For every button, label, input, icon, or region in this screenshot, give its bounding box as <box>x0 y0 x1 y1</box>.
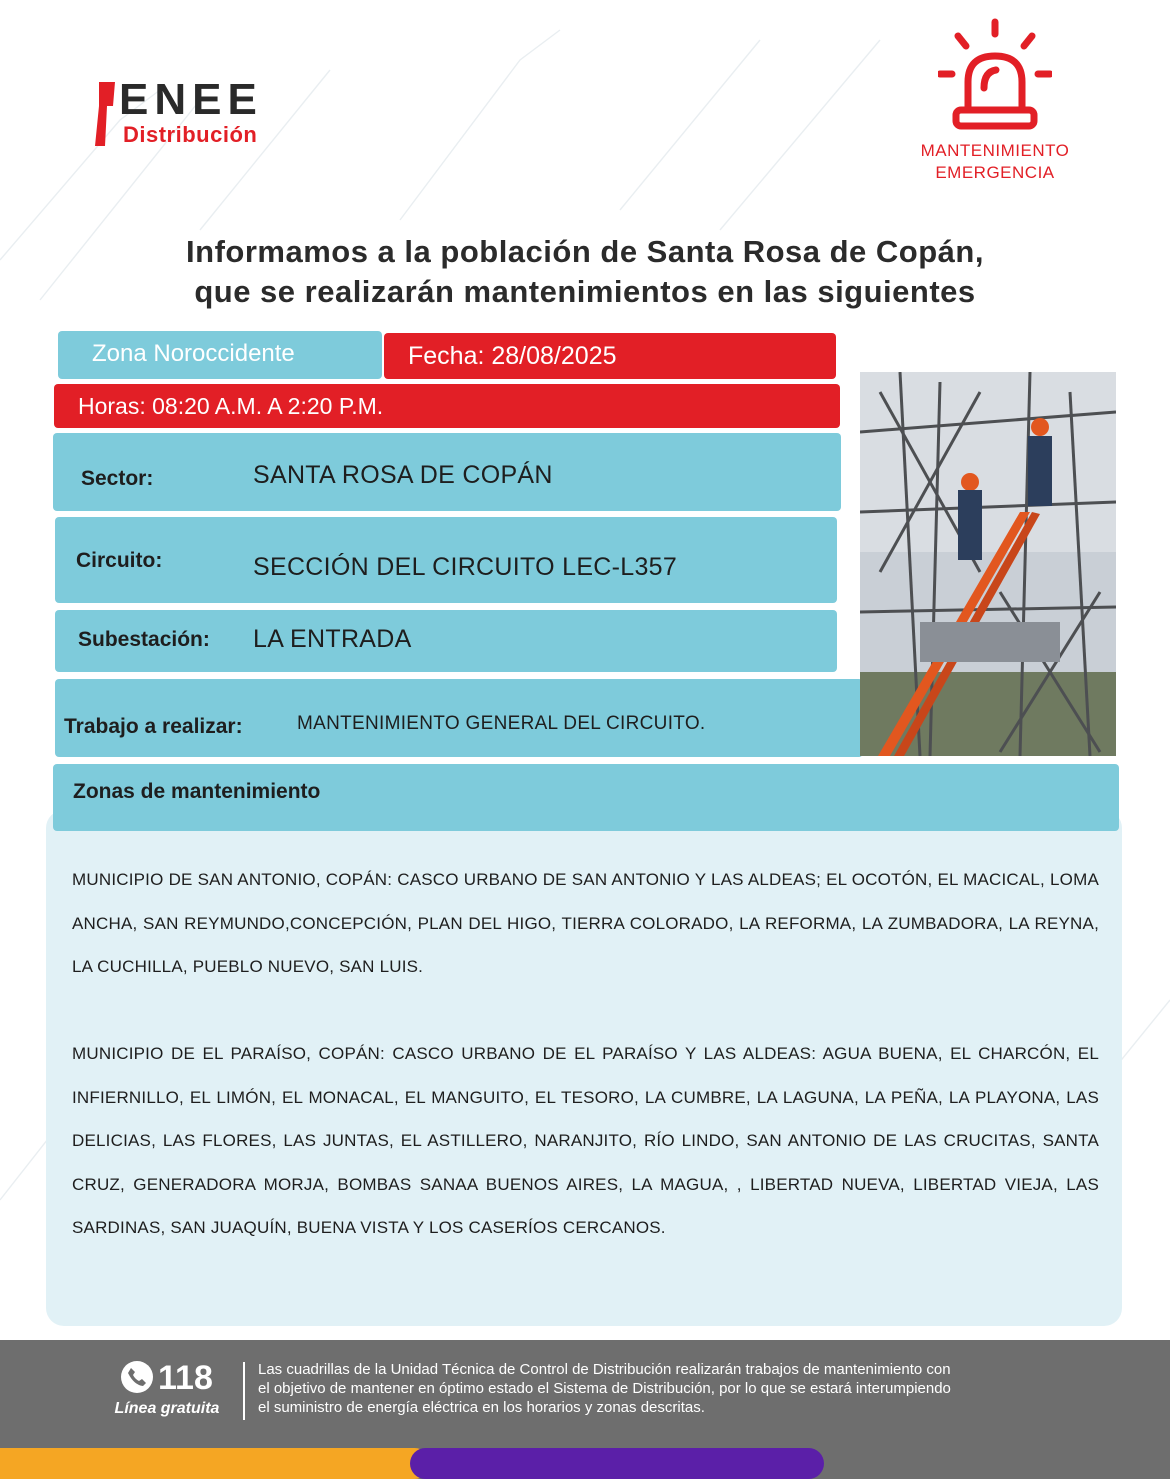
zones-title: Zonas de mantenimiento <box>73 780 321 803</box>
footer-line3: el suministro de energía eléctrica en los horarios y zonas descritas. <box>258 1399 705 1416</box>
enee-logo <box>95 75 325 150</box>
circuit-card <box>55 517 837 603</box>
zones-header <box>53 764 1119 831</box>
logo-subtitle: Distribución <box>123 122 258 147</box>
alarm-line1: MANTENIMIENTO <box>920 141 1070 160</box>
work-label: Trabajo a realizar: <box>64 715 243 738</box>
footer-notice <box>258 1360 1138 1417</box>
sector-label: Sector: <box>81 467 154 490</box>
phone-icon <box>120 1360 154 1394</box>
substation-value: LA ENTRADA <box>253 625 412 653</box>
page-title <box>40 232 1130 312</box>
bottom-stripe-orange <box>0 1448 430 1479</box>
title-line1: Informamos a la población de Santa Rosa de Copán, <box>186 234 984 269</box>
bottom-stripe-purple <box>410 1448 824 1479</box>
work-value: MANTENIMIENTO GENERAL DEL CIRCUITO. <box>297 713 706 734</box>
substation-card <box>55 610 837 672</box>
logo-bar-icon <box>95 82 115 146</box>
alarm-label <box>900 140 1090 184</box>
title-line2: que se realizarán mantenimientos en las siguientes <box>194 274 976 309</box>
sector-card <box>53 433 841 511</box>
footer <box>0 1340 1170 1448</box>
emergency-badge <box>900 16 1090 196</box>
footer-line2: el objetivo de mantener en óptimo estado el Sistema de Distribución, por lo que se estará interumpiendo <box>258 1380 951 1397</box>
sector-value: SANTA ROSA DE COPÁN <box>253 461 553 489</box>
siren-icon <box>938 16 1052 132</box>
circuit-value: SECCIÓN DEL CIRCUITO LEC-L357 <box>253 553 678 581</box>
zones-paragraph-1: MUNICIPIO DE SAN ANTONIO, COPÁN: CASCO URBANO DE SAN ANTONIO Y LAS ALDEAS; EL OCOTÓN, EL MACICAL, LOMA ANCHA, SAN REYMUNDO,CONCEPCIÓN, PLAN DEL HIGO, TIERRA COLORADO, LA REFORMA, LA ZUMBADORA, LA REYNA, LA CUCHILLA, PUEBLO NUEVO, SAN LUIS. <box>72 870 1099 976</box>
substation-label: Subestación: <box>78 628 210 651</box>
maintenance-photo <box>860 372 1116 756</box>
hotline-number: 118 <box>158 1359 213 1397</box>
work-card <box>55 679 863 757</box>
zone-badge: Zona Noroccidente <box>58 331 382 379</box>
circuit-label: Circuito: <box>76 549 163 572</box>
hotline-label: Línea gratuita <box>114 1400 220 1417</box>
alarm-line2: EMERGENCIA <box>935 163 1055 182</box>
hours-badge: Horas: 08:20 A.M. A 2:20 P.M. <box>54 384 840 428</box>
zones-paragraph-2: MUNICIPIO DE EL PARAÍSO, COPÁN: CASCO URBANO DE EL PARAÍSO Y LAS ALDEAS: AGUA BUENA, EL CHARCÓN, EL INFIERNILLO, EL LIMÓN, EL MONACAL, EL MANGUITO, EL TESORO, LA CUMBRE, LA LAGUNA, LA PEÑA, LA PLAYONA, LAS DELICIAS, LAS FLORES, LAS JUNTAS, EL ASTILLERO, NARANJITO, RÍO LINDO, SAN ANTONIO DE LAS CRUCITAS, SANTA CRUZ, GENERADORA MORJA, BOMBAS SANAA BUENOS AIRES, LA MAGUA, , LIBERTAD NUEVA, LIBERTAD VIEJA, LAS SARDINAS, SAN JUAQUÍN, BUENA VISTA Y LOS CASERÍOS CERCANOS. <box>72 1044 1099 1237</box>
footer-divider <box>243 1362 245 1420</box>
logo-word: ENEE <box>119 75 263 124</box>
date-badge: Fecha: 28/08/2025 <box>384 333 836 379</box>
footer-line1: Las cuadrillas de la Unidad Técnica de Control de Distribución realizarán trabajos de mantenimiento con <box>258 1361 951 1378</box>
